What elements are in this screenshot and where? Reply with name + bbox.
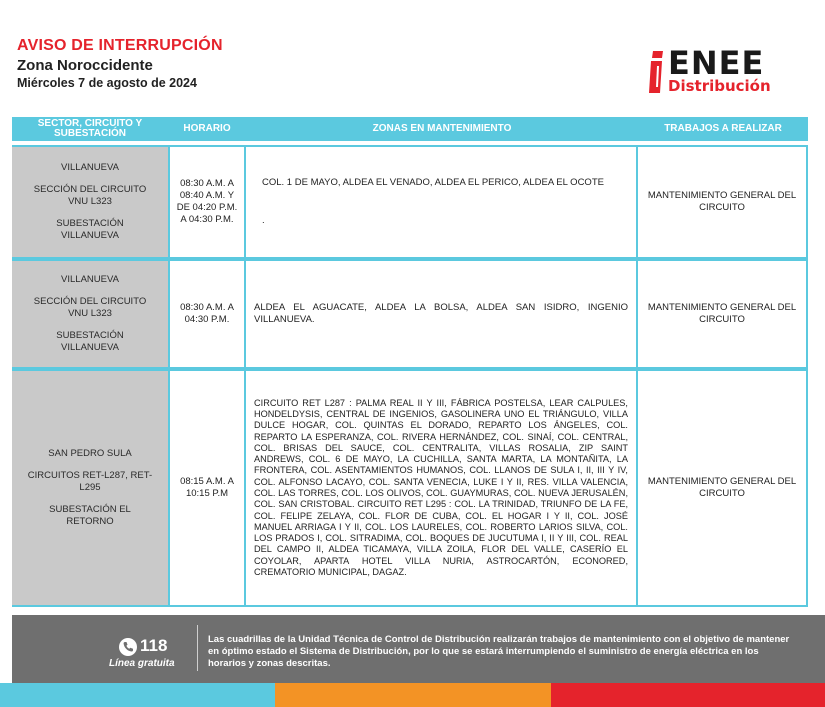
schedule-cell: 08:30 A.M. A 04:30 P.M. bbox=[168, 261, 246, 367]
enee-logo-icon bbox=[649, 49, 665, 95]
circuit-name: CIRCUITOS RET-L287, RET-L295 bbox=[27, 470, 153, 493]
color-band-orange bbox=[275, 683, 551, 707]
color-band-cyan bbox=[0, 683, 275, 707]
table-row bbox=[12, 145, 808, 259]
zones-cell: ALDEA EL AGUACATE, ALDEA LA BOLSA, ALDEA SAN ISIDRO, INGENIO VILLANUEVA. bbox=[246, 261, 638, 367]
color-band-red bbox=[551, 683, 825, 707]
header-schedule: HORARIO bbox=[183, 123, 231, 134]
interruption-table bbox=[12, 117, 808, 578]
header-zones: ZONAS EN MANTENIMIENTO bbox=[372, 123, 512, 134]
sector-name: VILLANUEVA bbox=[61, 274, 119, 285]
schedule-cell: 08:15 A.M. A 10:15 P.M bbox=[168, 371, 246, 605]
logo-sub: Distribución bbox=[668, 77, 771, 95]
header-sector: SECTOR, CIRCUITO Y SUBESTACIÓN bbox=[37, 118, 143, 139]
table-header bbox=[12, 117, 808, 141]
table-row bbox=[12, 369, 808, 607]
work-cell: MANTENIMIENTO GENERAL DEL CIRCUITO bbox=[638, 371, 808, 605]
work-cell: MANTENIMIENTO GENERAL DEL CIRCUITO bbox=[638, 147, 808, 257]
circuit-name: SECCIÓN DEL CIRCUITO VNU L323 bbox=[33, 296, 147, 319]
substation-name: SUBESTACIÓN VILLANUEVA bbox=[56, 330, 124, 353]
zones-text: COL. 1 DE MAYO, ALDEA EL VENADO, ALDEA EL PERICO, ALDEA EL OCOTE bbox=[262, 177, 604, 188]
notice-date: Miércoles 7 de agosto de 2024 bbox=[17, 76, 197, 90]
footer-notice: Las cuadrillas de la Unidad Técnica de Control de Distribución realizarán trabajos de mantenimiento con el objetivo de mantener en óptimo estado el Sistema de Distribución, por lo que se estará interrumpiendo el suministro de energía eléctrica en los horarios y zonas descritas. bbox=[208, 634, 790, 669]
sector-cell bbox=[12, 147, 168, 257]
sector-cell bbox=[12, 261, 168, 367]
notice-title: AVISO DE INTERRUPCIÓN bbox=[17, 37, 223, 54]
footer bbox=[12, 615, 825, 683]
phone-label: Línea gratuita bbox=[109, 658, 175, 669]
sector-name: SAN PEDRO SULA bbox=[48, 448, 132, 459]
substation-name: SUBESTACIÓN VILLANUEVA bbox=[56, 218, 124, 241]
footer-divider bbox=[197, 625, 198, 671]
circuit-name: SECCIÓN DEL CIRCUITO VNU L323 bbox=[33, 184, 147, 207]
zone-subtitle: Zona Noroccidente bbox=[17, 57, 153, 74]
phone-icon bbox=[119, 638, 137, 656]
enee-logo bbox=[649, 44, 799, 98]
logo-word: ENEE bbox=[668, 44, 765, 82]
work-cell: MANTENIMIENTO GENERAL DEL CIRCUITO bbox=[638, 261, 808, 367]
sector-name: VILLANUEVA bbox=[61, 162, 119, 173]
zones-extra: . bbox=[262, 215, 265, 226]
zones-cell: CIRCUITO RET L287 : PALMA REAL II Y III, FÁBRICA POSTELSA, LEAR CALPULES, HONDELDYSIS, CENTRAL DE INGENIOS, GASOLINERA UNO EL TRIÁNGULO, VILLA DULCE HOGAR, COL. QUINTAS EL DORADO, REPARTO LOS ÁNGELES, COL. REPARTO LA ESPERANZA, COL. RIVERA HERNÁNDEZ, COL. SINAÍ, COL. CENTRAL, COL. BRISAS DEL SAUCE, COL. CENTRALITA, VILLAS ROSALIA, ZIP SAINT ANDREWS, COL. 6 DE MAYO, LA CUCHILLA, SANTA MARTA, LA MONTAÑITA, LA FRONTERA, COL. ASENTAMIENTOS HUMANOS, COL. LLANOS DE SULA I, II, III Y IV, COL. ALFONSO LACAYO, COL. SANTA VENECIA, LUKE I Y II, RES. VILLA VALENCIA, COL. LAS TORRES, COL. LOS OLIVOS, COL. GUAYMURAS, COL. NUEVA JERUSALÉN, COL. SAN CRISTOBAL. CIRCUITO RET L295 : COL. LA TRINIDAD, TRIUNFO DE LA FE, COL. FELIPE ZELAYA, COL. FLOR DE CUBA, COL. EL HOGAR I Y II, COL. JOSÉ MANUEL ARRIAGA I Y II, COL. LOS LAURELES, COL. ROBERTO LARIOS SILVA, COL. LOS PRADOS I, COL. SITRADIMA, COL. BOQUES DE JUCUTUMA I, II Y III, COL. REAL DEL CAMPO II, ALDEA TICAMAYA, VILLA ZOILA, FLOR DEL VALLE, CASERÍO EL COYOLAR, APARTA HOTEL VILLA NURIA, ASTROCARTÓN, ECONORED, CREMATORIO MUNICIPAL, DAGAZ. bbox=[246, 371, 638, 605]
table-row bbox=[12, 259, 808, 369]
schedule-cell: 08:30 A.M. A 08:40 A.M. Y DE 04:20 P.M. A 04:30 P.M. bbox=[168, 147, 246, 257]
zones-cell bbox=[246, 147, 638, 257]
sector-cell bbox=[12, 371, 168, 605]
substation-name: SUBESTACIÓN EL RETORNO bbox=[49, 504, 131, 527]
phone-number: 118 bbox=[140, 636, 168, 655]
header-work: TRABAJOS A REALIZAR bbox=[664, 123, 782, 134]
